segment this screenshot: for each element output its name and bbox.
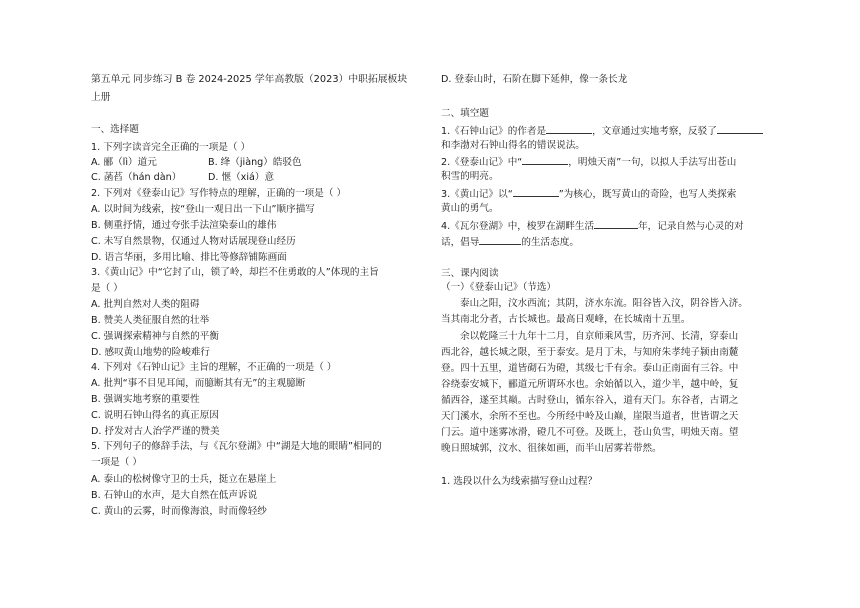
fill-question-1 xyxy=(441,124,763,138)
passage-line-6: 谷绕泰安城下，郦道元所谓环水也。余始循以入，道少半，越中岭，复 xyxy=(441,379,739,390)
q3-option-b: B. 赞美人类征服自然的壮举 xyxy=(91,315,210,326)
q2-option-c: C. 未写自然景物，仅通过人物对话展现登山经历 xyxy=(91,236,296,247)
passage-line-5: 登。四十五里，道皆砌石为磴，其级七千有余。泰山正南面有三谷。中 xyxy=(441,363,739,374)
fill2-blank[interactable] xyxy=(522,155,568,165)
q5-option-c: C. 黄山的云雾，时而像海浪，时而像轻纱 xyxy=(91,506,267,517)
document-title-cont: 上册 xyxy=(91,92,111,103)
section-heading-reading: 三、课内阅读 xyxy=(441,268,499,279)
passage-line-1: 泰山之阳，汶水西流；其阴，济水东流。阳谷皆入汶，阴谷皆入济。 xyxy=(460,298,748,309)
passage-line-7: 循西谷，遂至其巅。古时登山，循东谷入，道有天门。东谷者，古谓之 xyxy=(441,395,739,406)
q4-option-a: A. 批判“事不目见耳闻，而臆断其有无”的主观臆断 xyxy=(91,378,306,389)
passage-line-2: 当其南北分者，古长城也。最高日观峰，在长城南十五里。 xyxy=(441,314,691,325)
q2-option-d: D. 语言华丽，多用比喻、排比等修辞铺陈画面 xyxy=(91,252,287,263)
fill-question-3 xyxy=(441,187,736,201)
fill-question-1-cont: 和李渤对石钟山得名的错误说法。 xyxy=(441,140,585,151)
fill4-blank-years[interactable] xyxy=(594,219,638,229)
fill1-text-b: ，文章通过实地考察，反驳了 xyxy=(592,126,717,137)
q1-stem: 1. 下列字读音完全正确的一项是（ ） xyxy=(91,142,251,153)
fill-question-4-cont xyxy=(441,235,579,249)
reading-passage-heading: （一）《登泰山记》（节选） xyxy=(441,282,557,293)
q3-option-c: C. 强调探索精神与自然的平衡 xyxy=(91,331,219,342)
fill1-text-a: 1.《石钟山记》的作者是 xyxy=(441,126,547,137)
q5-option-b: B. 石钟山的水声，是大自然在低声诉说 xyxy=(91,490,258,501)
q1-option-b: B. 绛（jiàng）皓驳色 xyxy=(208,157,302,168)
q3-stem-cont: 是（ ） xyxy=(91,283,123,294)
fill3-text-b: ”为核心，既写黄山的奇险，也写人类探索 xyxy=(558,189,737,200)
q1-option-a: A. 郦（lì）道元 xyxy=(91,157,157,168)
q5-option-d: D. 登泰山时，石阶在脚下延伸，像一条长龙 xyxy=(441,74,628,85)
passage-line-3: 余以乾隆三十九年十二月，自京师乘风雪，历齐河、长清，穿泰山 xyxy=(460,331,739,342)
reading-question-1: 1. 选段以什么为线索描写登山过程？ xyxy=(441,476,598,487)
passage-line-4: 西北谷，越长城之限，至于泰安。是月丁未，与知府朱孝纯子颍由南麓 xyxy=(441,347,739,358)
fill3-blank[interactable] xyxy=(513,187,559,197)
section-heading-fill: 二、填空题 xyxy=(441,108,489,119)
q1-option-c: C. 菡萏（hán dàn） xyxy=(91,172,182,183)
q1-option-d: D. 惬（xiá）意 xyxy=(208,172,275,183)
q5-stem-cont: 一项是（ ） xyxy=(91,457,143,468)
fill-question-2 xyxy=(441,155,736,169)
fill-question-3-cont: 黄山的勇气。 xyxy=(441,203,499,214)
q3-option-d: D. 感叹黄山地势的险峻难行 xyxy=(91,347,211,358)
q3-option-a: A. 批判自然对人类的阻碍 xyxy=(91,299,200,310)
fill4-text-d: 的生活态度。 xyxy=(521,237,579,248)
q2-option-b: B. 侧重抒情，通过夸张手法渲染泰山的雄伟 xyxy=(91,220,277,231)
fill4-text-a: 4.《瓦尔登湖》中，梭罗在湖畔生活 xyxy=(441,221,595,232)
fill-question-4 xyxy=(441,219,744,233)
q2-option-a: A. 以时间为线索，按“登山一观日出一下山”顺序描写 xyxy=(91,204,315,215)
passage-line-10: 晚日照城郭，汶水、徂徕如画，而半山居雾若带然。 xyxy=(441,443,662,454)
fill4-text-b: 年，记录自然与心灵的对 xyxy=(638,221,744,232)
fill4-blank-attitude[interactable] xyxy=(479,235,521,245)
q4-stem: 4. 下列对《石钟山记》主旨的理解，不正确的一项是（ ） xyxy=(91,362,337,373)
q5-stem: 5. 下列句子的修辞手法，与《瓦尔登湖》中“湖是大地的眼睛”相同的 xyxy=(91,441,382,452)
fill-question-2-cont: 积雪的明亮。 xyxy=(441,171,499,182)
fill3-text-a: 3.《黄山记》以“ xyxy=(441,189,513,200)
passage-line-9: 门云。道中迷雾冰滑，磴几不可登。及既上，苍山负雪，明烛天南。望 xyxy=(441,427,739,438)
fill1-blank-author[interactable] xyxy=(546,124,592,134)
fill2-text-b: ，明烛天南”一句，以拟人手法写出苍山 xyxy=(568,157,737,168)
fill2-text-a: 2.《登泰山记》中“ xyxy=(441,157,523,168)
q3-stem: 3.《黄山记》中“它封了山，锁了岭，却拦不住勇敢的人”体现的主旨 xyxy=(91,267,379,278)
fill4-text-c: 话，倡导 xyxy=(441,237,480,248)
q2-stem: 2. 下列对《登泰山记》写作特点的理解，正确的一项是（ ） xyxy=(91,188,347,199)
section-heading-choice: 一、选择题 xyxy=(91,124,139,135)
document-title: 第五单元 同步练习 B 卷 2024-2025 学年高教版（2023）中职拓展板块 xyxy=(91,74,408,85)
q4-option-b: B. 强调实地考察的重要性 xyxy=(91,394,200,405)
q5-option-a: A. 泰山的松树像守卫的士兵，挺立在悬崖上 xyxy=(91,474,277,485)
fill1-blank-person[interactable] xyxy=(717,124,763,134)
q4-option-d: D. 抒发对古人治学严谨的赞美 xyxy=(91,426,220,437)
passage-line-8: 天门溪水，余所不至也。今所经中岭及山巅，崖限当道者，世皆谓之天 xyxy=(441,411,739,422)
q4-option-c: C. 说明石钟山得名的真正原因 xyxy=(91,410,219,421)
